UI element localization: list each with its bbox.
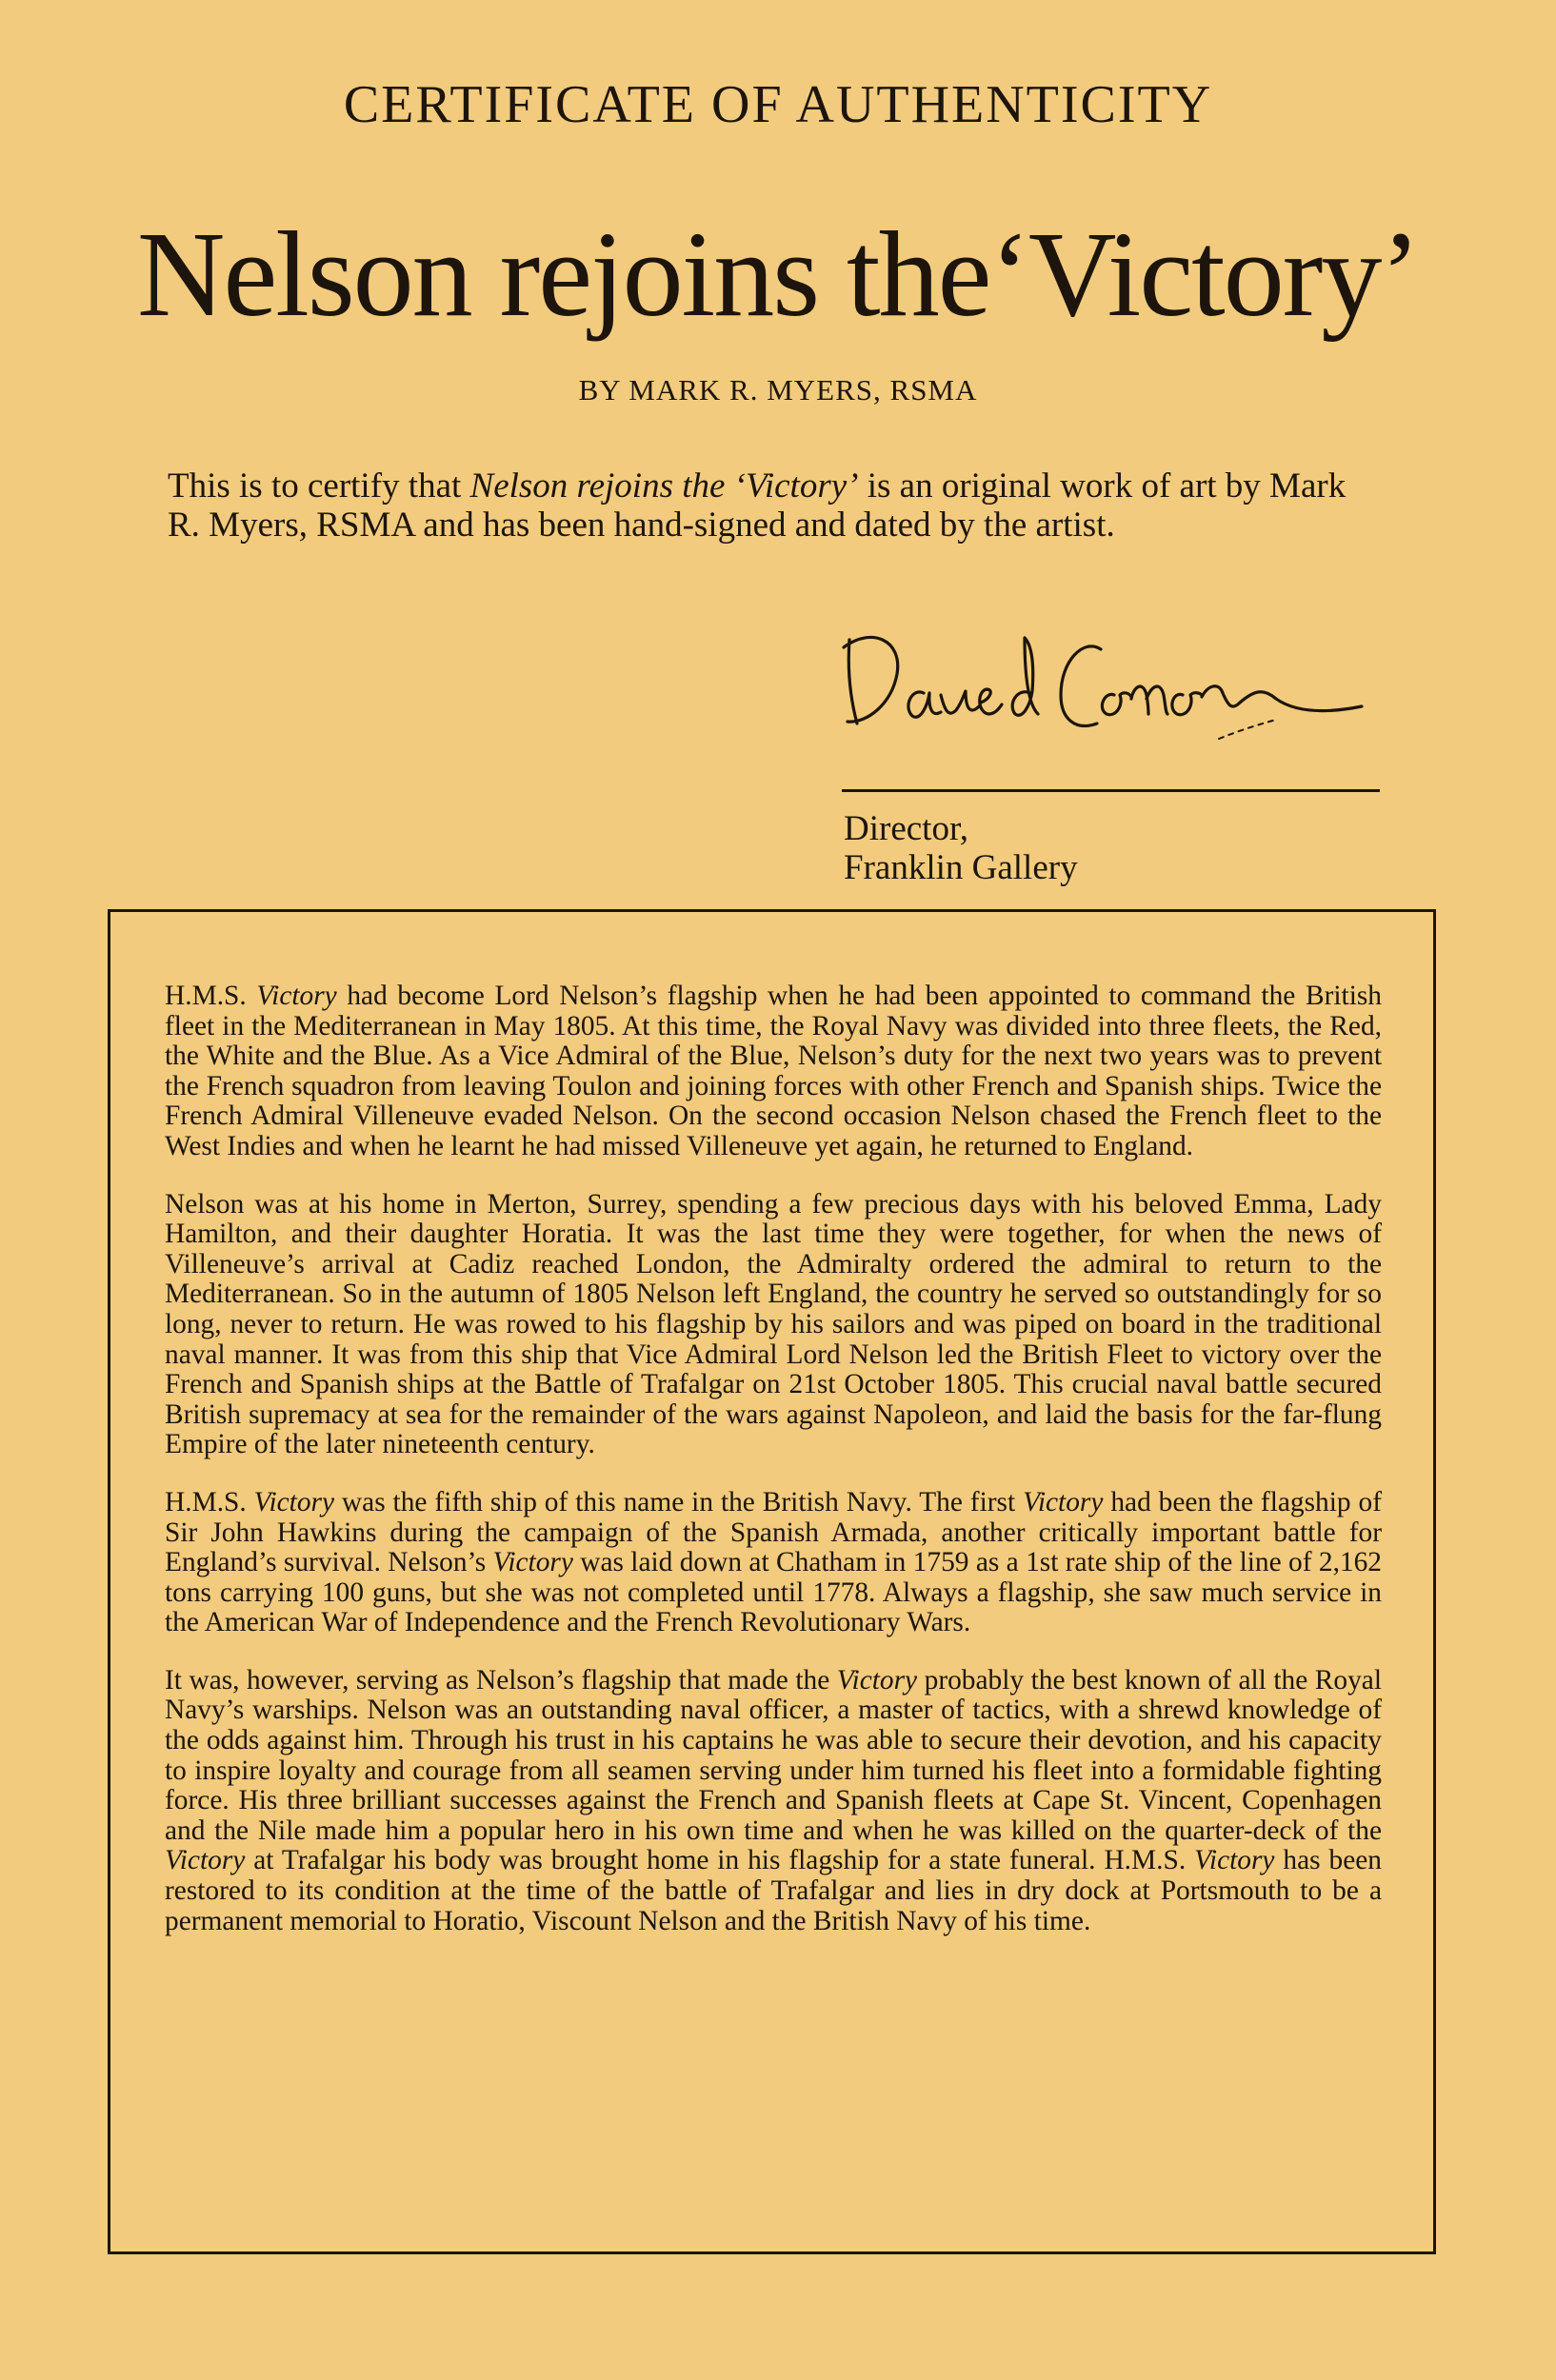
certification-work-title-ship: ‘Victory’ bbox=[733, 466, 859, 506]
certificate-heading: CERTIFICATE OF AUTHENTICITY bbox=[343, 75, 1213, 134]
signatory-role: Director, bbox=[844, 809, 969, 848]
artwork-title-ship: ‘Victory’ bbox=[989, 207, 1419, 342]
history-paragraph-3: H.M.S. Victory was the fifth ship of this name in the British Navy. The first Victory had been the flagship of Sir John Hawkins during the campaign of the Spanish Armada, another critically important battle for England’s survival. Nelson’s Victory was laid down at Chatham in 1759 as a 1st rate ship of the line of 2,162 tons carrying 100 guns, but she was not completed until 1778. Always a flagship, she saw much service in the American War of Independence and the French Revolutionary Wars. bbox=[165, 1486, 1382, 1638]
signatory-organization: Franklin Gallery bbox=[844, 848, 1078, 887]
history-paragraph-1: H.M.S. Victory had become Lord Nelson’s flagship when he had been appointed to command the British fleet in the Mediterranean in May 1805. At this time, the Royal Navy was divided into three fleets, the Red, the White and the Blue. As a Vice Admiral of the Blue, Nelson’s duty for the next two years was to prevent the French squadron from leaving Toulon and joining forces with other French and Spanish ships. Twice the French Admiral Villeneuve evaded Nelson. On the second occasion Nelson chased the French fleet to the West Indies and when he learnt he had missed Villeneuve yet again, he returned to England. bbox=[165, 981, 1382, 1161]
certification-prefix: This is to certify that bbox=[168, 466, 470, 506]
history-paragraph-2: Nelson was at his home in Merton, Surrey, spending a few precious days with his beloved Emma, Lady Hamilton, and their daughter Horatia. It was the last time they were together, for when the news of Villeneuve’s arrival at Cadiz reached London, the Admiralty ordered the admiral to return to the Mediterranean. So in the autumn of 1805 Nelson left England, the country he served so outstandingly for so long, never to return. He was rowed to his flagship by his sailors and was piped on board in the traditional naval manner. It was from this ship that Vice Admiral Lord Nelson led the British Fleet to victory over the French and Spanish ships at the Battle of Trafalgar on 21st October 1805. This crucial naval battle secured British supremacy at sea for the remainder of the wars against Napoleon, and laid the basis for the far-flung Empire of the later nineteenth century. bbox=[165, 1188, 1382, 1460]
certification-work-title: Nelson rejoins the bbox=[469, 466, 726, 506]
handwritten-signature bbox=[828, 600, 1400, 790]
signatory-block bbox=[844, 809, 1078, 887]
certification-suffix: is an original work of art by Mark R. Myers, RSMA and has been hand-signed and dated by the artist. bbox=[168, 466, 1347, 545]
artwork-title bbox=[0, 208, 1556, 342]
history-text bbox=[165, 982, 1382, 1936]
signature-line bbox=[842, 789, 1380, 792]
artwork-title-main: Nelson rejoins the bbox=[137, 207, 990, 342]
certification-statement bbox=[168, 466, 1386, 545]
artist-byline: BY MARK R. MYERS, RSMA bbox=[578, 373, 978, 407]
history-paragraph-4: It was, however, serving as Nelson’s flagship that made the Victory probably the best known of all the Royal Navy’s warships. Nelson was an outstanding naval officer, a master of tactics, with a shrewd knowledge of the odds against him. Through his trust in his captains he was able to secure their devotion, and his capacity to inspire loyalty and courage from all seamen serving under him turned his fleet into a formidable fighting force. His three brilliant successes against the French and Spanish fleets at Cape St. Vincent, Copenhagen and the Nile made him a popular hero in his own time and when he was killed on the quarter-deck of the Victory at Trafalgar his body was brought home in his flagship for a state funeral. H.M.S. Victory has been restored to its condition at the time of the battle of Trafalgar and lies in dry dock at Portsmouth to be a permanent memorial to Horatio, Viscount Nelson and the British Navy of his time. bbox=[165, 1664, 1383, 1936]
